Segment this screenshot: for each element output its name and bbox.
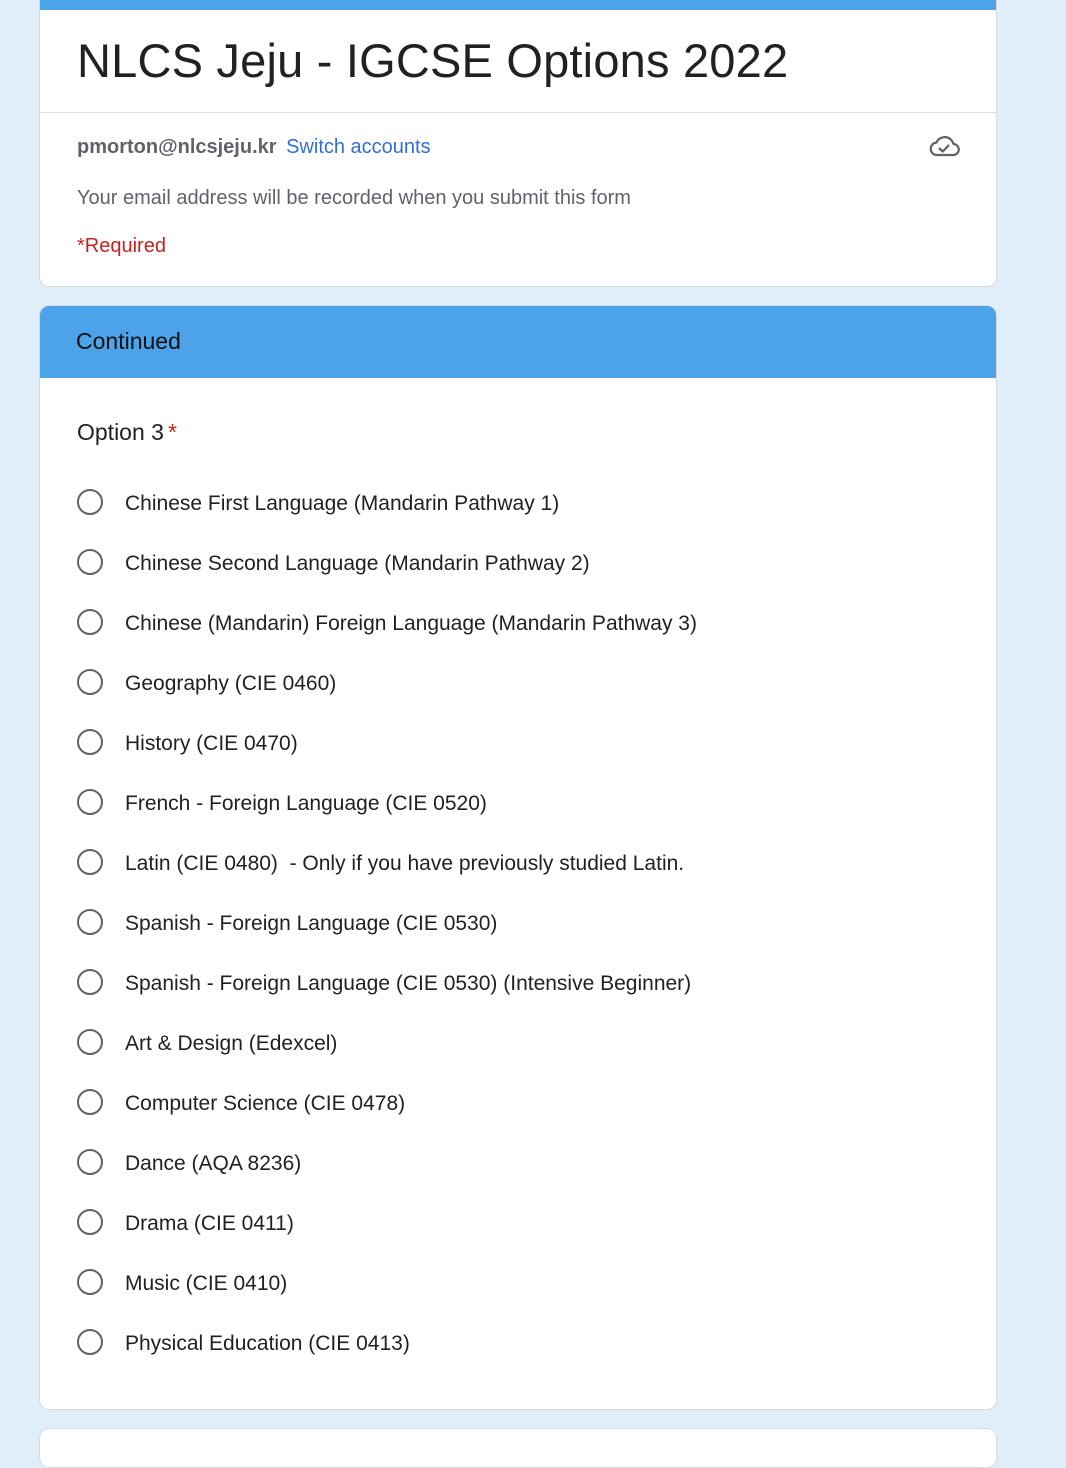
radio-option-label: Drama (CIE 0411): [125, 1212, 294, 1235]
account-email: pmorton@nlcsjeju.kr: [77, 136, 277, 158]
radio-button[interactable]: [77, 849, 103, 875]
radio-option-label: Chinese Second Language (Mandarin Pathway 2): [125, 552, 590, 575]
radio-button[interactable]: [77, 789, 103, 815]
radio-button[interactable]: [77, 969, 103, 995]
radio-option-label: Spanish - Foreign Language (CIE 0530) (Intensive Beginner): [125, 972, 692, 995]
header-accent-strip: [40, 0, 996, 10]
radio-option-label: Chinese First Language (Mandarin Pathway 1): [125, 492, 560, 515]
radio-option-label: Dance (AQA 8236): [125, 1152, 302, 1175]
cloud-check-icon[interactable]: [928, 134, 960, 158]
radio-button[interactable]: [77, 549, 103, 575]
radio-button[interactable]: [77, 909, 103, 935]
radio-option-label: Latin (CIE 0480) - Only if you have previously studied Latin.: [125, 852, 685, 875]
section-title: Continued: [76, 328, 181, 354]
radio-option-label: Art & Design (Edexcel): [125, 1032, 338, 1055]
radio-option-label: Computer Science (CIE 0478): [125, 1092, 406, 1115]
form-title: NLCS Jeju - IGCSE Options 2022: [77, 34, 789, 87]
section-header: [40, 306, 996, 378]
radio-button[interactable]: [77, 1029, 103, 1055]
question-label: Option 3: [77, 419, 164, 445]
required-note: *Required: [77, 235, 166, 257]
section-card: [39, 305, 997, 1410]
form-header-card: [39, 0, 997, 287]
radio-button[interactable]: [77, 1149, 103, 1175]
switch-accounts-link[interactable]: Switch accounts: [286, 136, 431, 158]
next-card-edge: [39, 1428, 997, 1468]
radio-option-label: Physical Education (CIE 0413): [125, 1332, 410, 1355]
radio-button[interactable]: [77, 1269, 103, 1295]
title-divider: [40, 112, 996, 113]
radio-button[interactable]: [77, 1329, 103, 1355]
radio-button[interactable]: [77, 489, 103, 515]
radio-button[interactable]: [77, 1089, 103, 1115]
radio-option-label: Geography (CIE 0460): [125, 672, 337, 695]
email-recorded-note: Your email address will be recorded when you submit this form: [77, 187, 631, 209]
radio-option-label: Music (CIE 0410): [125, 1272, 288, 1295]
question-title: [77, 419, 177, 446]
account-row: [77, 136, 431, 159]
radio-button[interactable]: [77, 1209, 103, 1235]
radio-option-label: Spanish - Foreign Language (CIE 0530): [125, 912, 498, 935]
radio-button[interactable]: [77, 609, 103, 635]
radio-button[interactable]: [77, 669, 103, 695]
required-asterisk: *: [167, 419, 177, 445]
radio-option-label: History (CIE 0470): [125, 732, 298, 755]
radio-option-label: Chinese (Mandarin) Foreign Language (Mandarin Pathway 3): [125, 612, 697, 635]
radio-option-label: French - Foreign Language (CIE 0520): [125, 792, 487, 815]
radio-button[interactable]: [77, 729, 103, 755]
